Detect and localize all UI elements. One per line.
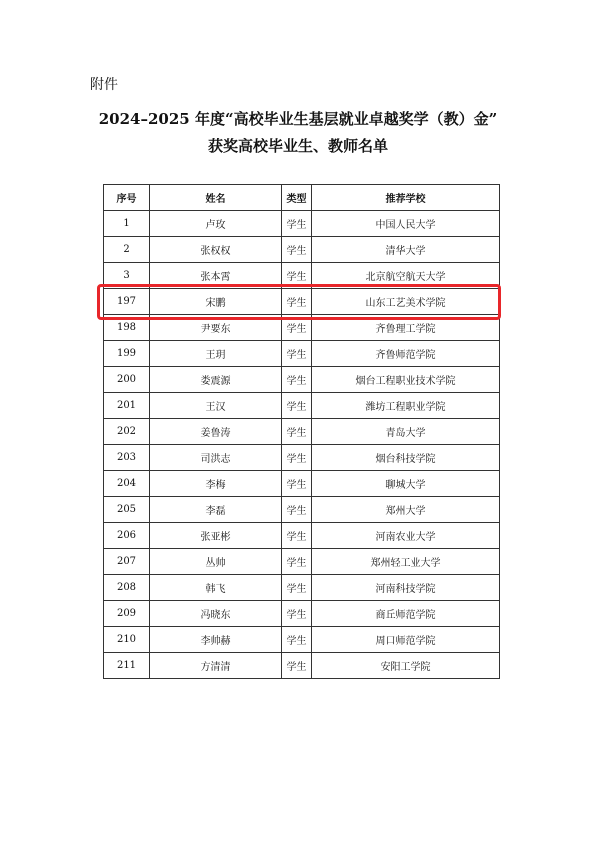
cell-name: 张本霄 bbox=[150, 263, 282, 289]
cell-type: 学生 bbox=[282, 653, 312, 679]
cell-number: 209 bbox=[104, 601, 150, 627]
cell-type: 学生 bbox=[282, 367, 312, 393]
cell-type: 学生 bbox=[282, 575, 312, 601]
cell-name: 王汉 bbox=[150, 393, 282, 419]
cell-school: 河南科技学院 bbox=[312, 575, 500, 601]
cell-type: 学生 bbox=[282, 445, 312, 471]
document-subtitle: 获奖高校毕业生、教师名单 bbox=[207, 137, 388, 155]
cell-number: 206 bbox=[104, 523, 150, 549]
cell-type: 学生 bbox=[282, 393, 312, 419]
cell-school: 郑州轻工业大学 bbox=[312, 549, 500, 575]
cell-type: 学生 bbox=[282, 289, 312, 315]
cell-school: 安阳工学院 bbox=[312, 653, 500, 679]
cell-school: 商丘师范学院 bbox=[312, 601, 500, 627]
cell-school: 郑州大学 bbox=[312, 497, 500, 523]
cell-name: 张权权 bbox=[150, 237, 282, 263]
cell-name: 王玥 bbox=[150, 341, 282, 367]
cell-name: 司洪志 bbox=[150, 445, 282, 471]
cell-type: 学生 bbox=[282, 497, 312, 523]
cell-name: 姜鲁涛 bbox=[150, 419, 282, 445]
attachment-label: 附件 bbox=[90, 77, 118, 93]
cell-number: 2 bbox=[104, 237, 150, 263]
table-row bbox=[104, 575, 500, 601]
table-row bbox=[104, 211, 500, 237]
table-row bbox=[104, 237, 500, 263]
cell-number: 207 bbox=[104, 549, 150, 575]
cell-name: 李帅赫 bbox=[150, 627, 282, 653]
cell-school: 烟台工程职业技术学院 bbox=[312, 367, 500, 393]
cell-number: 210 bbox=[104, 627, 150, 653]
cell-type: 学生 bbox=[282, 263, 312, 289]
cell-type: 学生 bbox=[282, 211, 312, 237]
cell-number: 201 bbox=[104, 393, 150, 419]
table-row bbox=[104, 263, 500, 289]
cell-number: 203 bbox=[104, 445, 150, 471]
cell-type: 学生 bbox=[282, 419, 312, 445]
cell-school: 烟台科技学院 bbox=[312, 445, 500, 471]
cell-name: 李梅 bbox=[150, 471, 282, 497]
cell-school: 潍坊工程职业学院 bbox=[312, 393, 500, 419]
cell-school: 齐鲁理工学院 bbox=[312, 315, 500, 341]
header-name: 姓名 bbox=[150, 185, 282, 211]
cell-type: 学生 bbox=[282, 315, 312, 341]
cell-name: 韩飞 bbox=[150, 575, 282, 601]
cell-type: 学生 bbox=[282, 549, 312, 575]
table-row bbox=[104, 653, 500, 679]
cell-name: 张亚彬 bbox=[150, 523, 282, 549]
cell-number: 208 bbox=[104, 575, 150, 601]
table-header-row bbox=[104, 185, 500, 211]
table-body bbox=[104, 211, 500, 679]
header-school: 推荐学校 bbox=[312, 185, 500, 211]
header-type: 类型 bbox=[282, 185, 312, 211]
cell-name: 方清清 bbox=[150, 653, 282, 679]
cell-school: 聊城大学 bbox=[312, 471, 500, 497]
table-row bbox=[104, 627, 500, 653]
cell-number: 197 bbox=[104, 289, 150, 315]
cell-school: 中国人民大学 bbox=[312, 211, 500, 237]
table-row bbox=[104, 341, 500, 367]
document-title: 2024–2025 年度“高校毕业生基层就业卓越奖学（教）金” bbox=[98, 110, 498, 128]
cell-number: 200 bbox=[104, 367, 150, 393]
cell-type: 学生 bbox=[282, 471, 312, 497]
table-row bbox=[104, 601, 500, 627]
cell-name: 尹要东 bbox=[150, 315, 282, 341]
cell-name: 丛帅 bbox=[150, 549, 282, 575]
cell-number: 204 bbox=[104, 471, 150, 497]
cell-number: 202 bbox=[104, 419, 150, 445]
cell-name: 卢玫 bbox=[150, 211, 282, 237]
table-row bbox=[104, 549, 500, 575]
cell-name: 宋鹏 bbox=[150, 289, 282, 315]
cell-name: 李磊 bbox=[150, 497, 282, 523]
cell-number: 3 bbox=[104, 263, 150, 289]
cell-number: 211 bbox=[104, 653, 150, 679]
cell-number: 198 bbox=[104, 315, 150, 341]
cell-school: 齐鲁师范学院 bbox=[312, 341, 500, 367]
table-row bbox=[104, 523, 500, 549]
table-row bbox=[104, 393, 500, 419]
table-row bbox=[104, 289, 500, 315]
table-row bbox=[104, 419, 500, 445]
cell-school: 河南农业大学 bbox=[312, 523, 500, 549]
awardee-table bbox=[103, 184, 500, 679]
cell-school: 北京航空航天大学 bbox=[312, 263, 500, 289]
cell-type: 学生 bbox=[282, 341, 312, 367]
cell-number: 199 bbox=[104, 341, 150, 367]
cell-type: 学生 bbox=[282, 601, 312, 627]
table-row bbox=[104, 315, 500, 341]
cell-type: 学生 bbox=[282, 523, 312, 549]
cell-name: 冯晓东 bbox=[150, 601, 282, 627]
cell-school: 周口师范学院 bbox=[312, 627, 500, 653]
cell-number: 1 bbox=[104, 211, 150, 237]
cell-name: 娄震源 bbox=[150, 367, 282, 393]
cell-school: 山东工艺美术学院 bbox=[312, 289, 500, 315]
cell-school: 清华大学 bbox=[312, 237, 500, 263]
table-row bbox=[104, 497, 500, 523]
table-row bbox=[104, 471, 500, 497]
header-number: 序号 bbox=[104, 185, 150, 211]
table-row bbox=[104, 445, 500, 471]
cell-type: 学生 bbox=[282, 237, 312, 263]
cell-school: 青岛大学 bbox=[312, 419, 500, 445]
cell-number: 205 bbox=[104, 497, 150, 523]
table-row bbox=[104, 367, 500, 393]
cell-type: 学生 bbox=[282, 627, 312, 653]
